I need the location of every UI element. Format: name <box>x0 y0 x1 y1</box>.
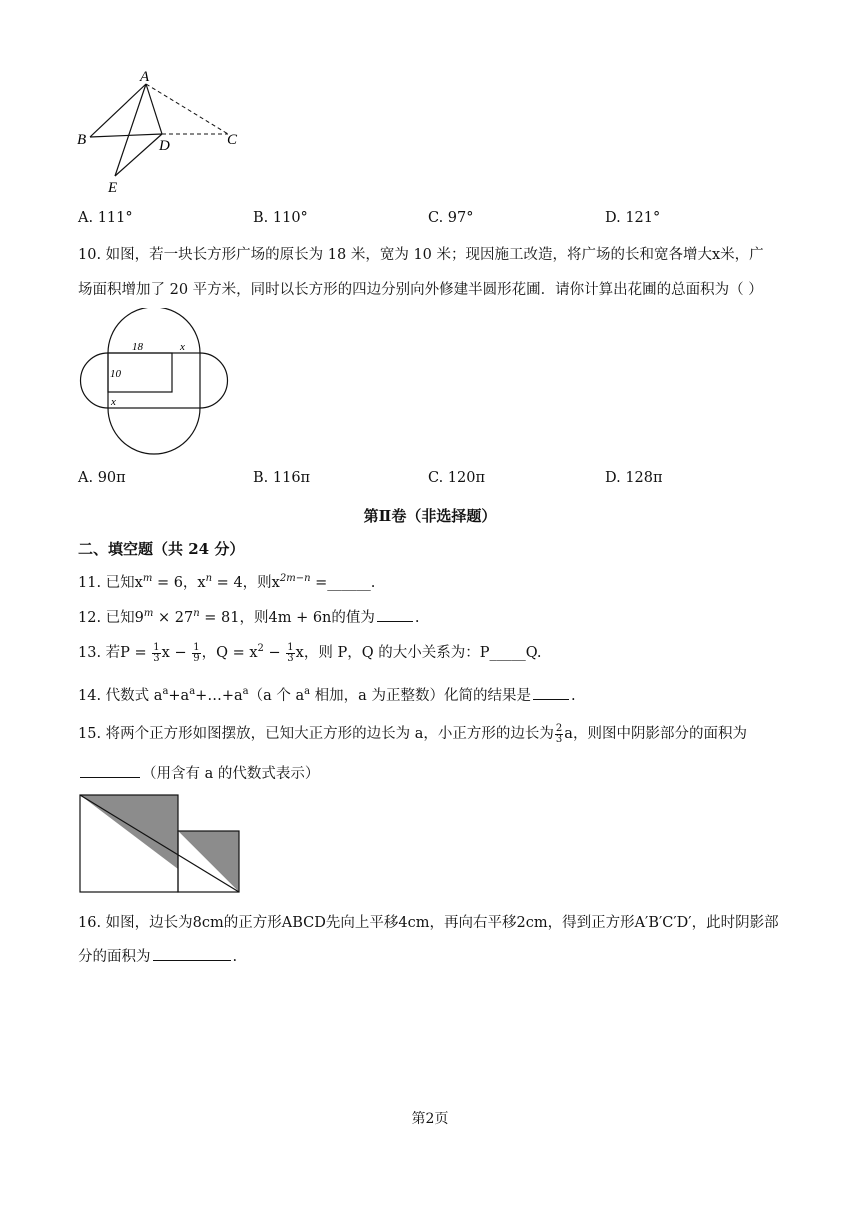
label-C: C <box>227 132 238 148</box>
q10-option-b: B. 116π <box>253 470 311 486</box>
triangle-figure <box>70 66 260 200</box>
q13: 13. 若P = $\frac{1}{3}$ x − $\frac{1}{9}$ ，$Q = x^2$ − $\frac{1}{3}$ x，则 P，Q 的大小关系为：P_____Q. <box>78 641 542 664</box>
q9-option-d: D. 121° <box>605 210 661 226</box>
section-title: 第Ⅱ卷（非选择题） <box>363 507 497 525</box>
q10-option-d: D. 128π <box>605 470 663 486</box>
q10-option-c: C. 120π <box>428 470 486 486</box>
q16-line2: 分的面积为 . <box>78 945 237 966</box>
q11: 11. 已知$x^m = 6$，$x^n = 4$，则$x^{2m-n}$ =______. <box>78 573 376 591</box>
squares-figure <box>78 793 248 899</box>
q10-line1: 10. 如图，若一块长方形广场的原长为 18 米，宽为 10 米；现因施工改造，将广场的长和宽各增大x米，广 <box>78 247 764 263</box>
q9-option-a: A. 111° <box>78 210 133 226</box>
label-E: E <box>108 180 118 196</box>
q9-option-c: C. 97° <box>428 210 474 226</box>
label-A: A <box>140 69 150 85</box>
garden-figure <box>74 308 234 472</box>
label-B: B <box>77 132 87 148</box>
q15-line1: 15. 将两个正方形如图摆放，已知大正方形的边长为 a，小正方形的边长为 $\frac{2}{3}$ a，则图中阴影部分的面积为 <box>78 722 747 745</box>
page-number: 第2页 <box>411 1111 449 1127</box>
q15-line2: （用含有 a 的代数式表示） <box>78 762 319 783</box>
fill-blank-title: 二、填空题（共 24 分） <box>78 540 245 558</box>
label-18: 18 <box>132 341 143 353</box>
q9-option-b: B. 110° <box>253 210 308 226</box>
label-x-left: x <box>111 396 116 408</box>
q16-line1: 16. 如图，边长为8cm的正方形ABCD先向上平移4cm，再向右平移2cm，得到正方形A′B′C′D′，此时阴影部 <box>78 915 779 931</box>
label-10: 10 <box>110 368 121 380</box>
q14: 14. 代数式 $a^a+a^a+\dots+a^a(a$ 个 $a^a$ 相加，a 为正整数）化简的结果是 . <box>78 686 576 704</box>
q10-line2: 场面积增加了 20 平方米，同时以长方形的四边分别向外修建半圆形花圃．请你计算出花圃的总面积为（ ） <box>78 282 763 298</box>
q10-option-a: A. 90π <box>78 470 126 486</box>
q12: 12. 已知$9^m \times 27^n = 81$，则4m + 6n的值为 . <box>78 608 420 626</box>
label-x-top: x <box>180 341 185 353</box>
label-D: D <box>159 138 170 154</box>
